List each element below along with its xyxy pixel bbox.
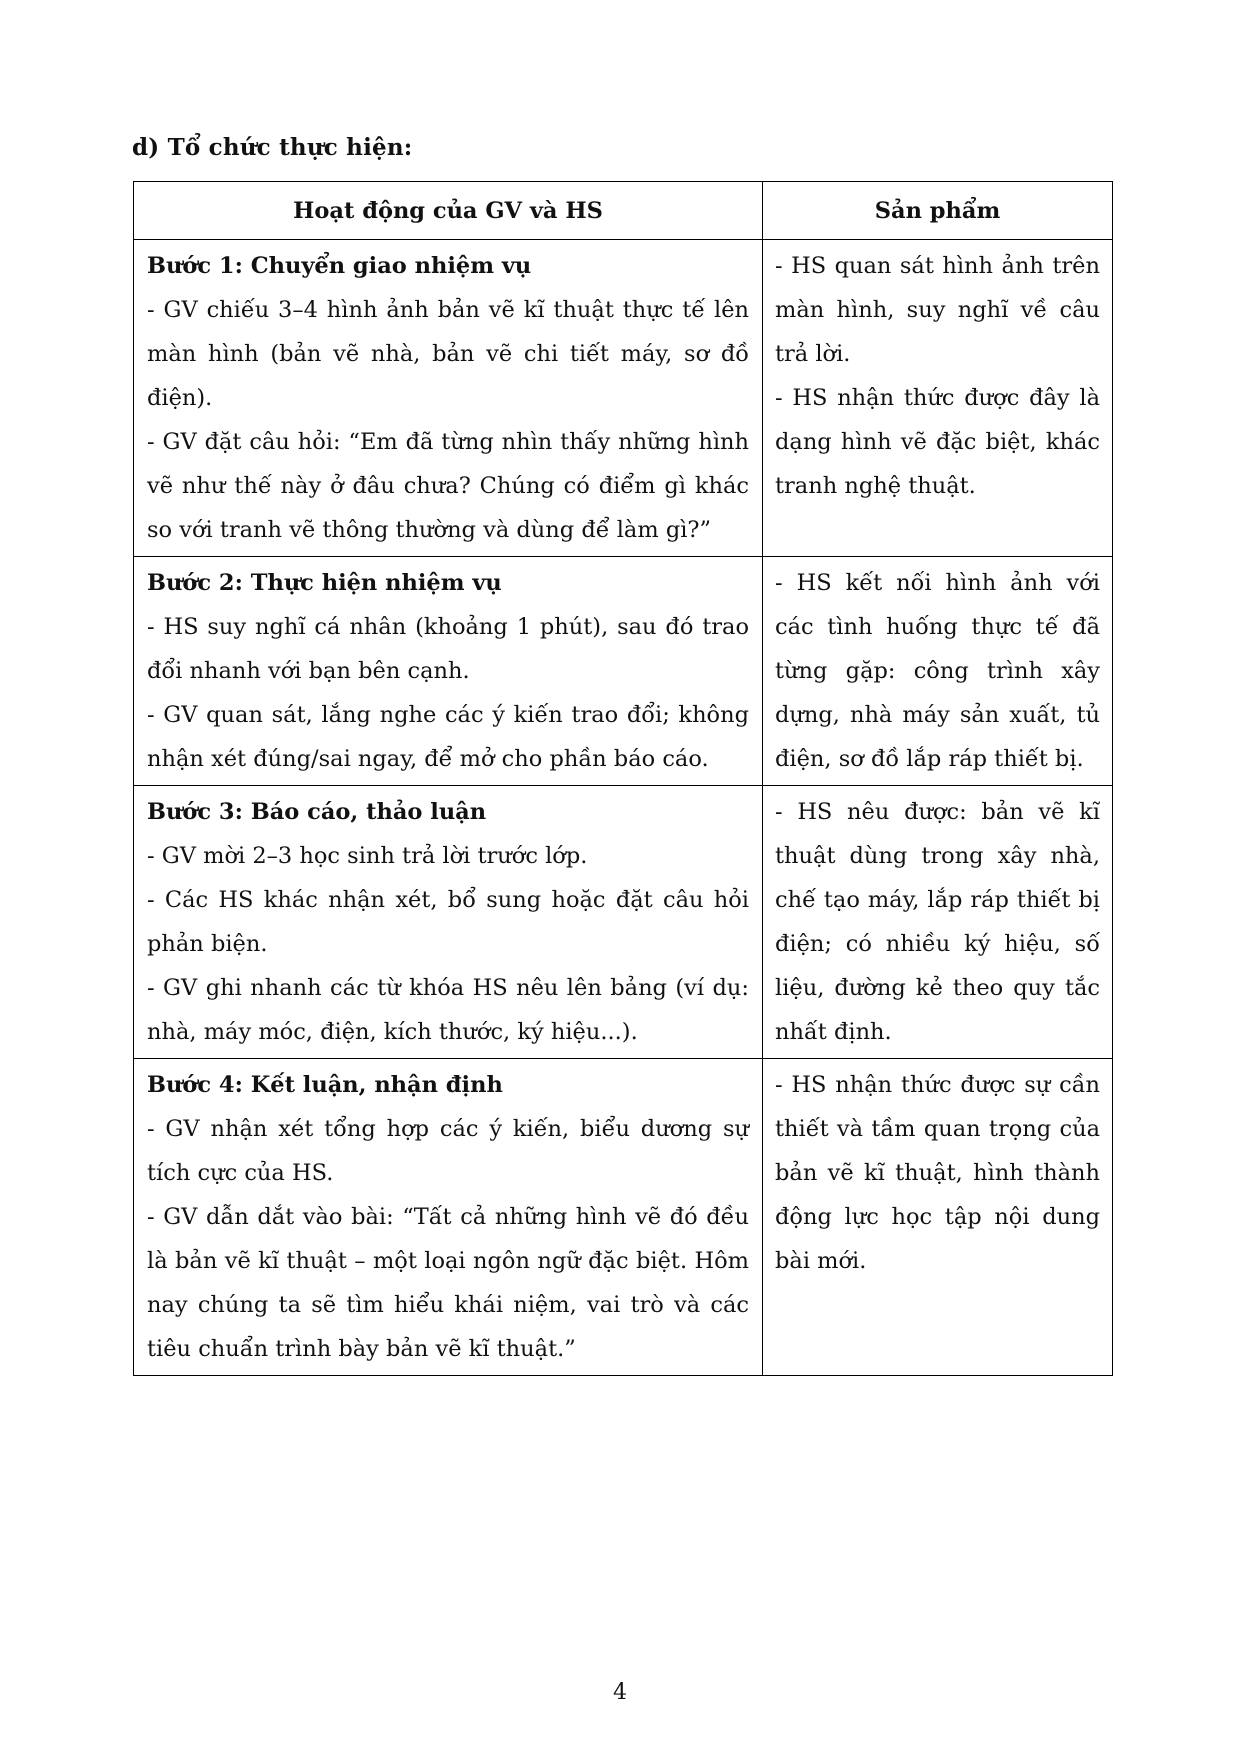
activity-line: - GV ghi nhanh các từ khóa HS nêu lên bảng (ví dụ: nhà, máy móc, điện, kích thước, ký hiệu...). xyxy=(147,975,749,1045)
section-heading: d) Tổ chức thực hiện: xyxy=(132,134,413,161)
step-title: Bước 4: Kết luận, nhận định xyxy=(147,1072,503,1098)
table-row xyxy=(134,240,1113,557)
table-row xyxy=(134,786,1113,1059)
activities-cell xyxy=(134,557,763,786)
activity-line: - Các HS khác nhận xét, bổ sung hoặc đặt câu hỏi phản biện. xyxy=(147,887,749,957)
product-line: - HS quan sát hình ảnh trên màn hình, suy nghĩ về câu trả lời. xyxy=(775,253,1100,367)
product-line: - HS nhận thức được sự cần thiết và tầm quan trọng của bản vẽ kĩ thuật, hình thành động lực học tập nội dung bài mới. xyxy=(775,1072,1100,1274)
activities-cell xyxy=(134,240,763,557)
activity-line: - GV đặt câu hỏi: “Em đã từng nhìn thấy những hình vẽ như thế này ở đâu chưa? Chúng có điểm gì khác so với tranh vẽ thông thường và dùng để làm gì?” xyxy=(147,429,749,543)
page-number: 4 xyxy=(613,1680,627,1705)
product-line: - HS kết nối hình ảnh với các tình huống thực tế đã từng gặp: công trình xây dựng, nhà máy sản xuất, tủ điện, sơ đồ lắp ráp thiết bị. xyxy=(775,570,1100,772)
table-row xyxy=(134,1059,1113,1376)
activities-cell xyxy=(134,786,763,1059)
activity-line: - GV dẫn dắt vào bài: “Tất cả những hình vẽ đó đều là bản vẽ kĩ thuật – một loại ngôn ngữ đặc biệt. Hôm nay chúng ta sẽ tìm hiểu khái niệm, vai trò và các tiêu chuẩn trình bày bản vẽ kĩ thuật.” xyxy=(147,1204,749,1362)
activity-line: - GV chiếu 3–4 hình ảnh bản vẽ kĩ thuật thực tế lên màn hình (bản vẽ nhà, bản vẽ chi tiết máy, sơ đồ điện). xyxy=(147,297,749,411)
products-cell xyxy=(763,240,1113,557)
activity-line: - GV nhận xét tổng hợp các ý kiến, biểu dương sự tích cực của HS. xyxy=(147,1116,749,1186)
table-header-row xyxy=(134,182,1113,240)
activity-line: - GV quan sát, lắng nghe các ý kiến trao đổi; không nhận xét đúng/sai ngay, để mở cho phần báo cáo. xyxy=(147,702,749,772)
header-activities: Hoạt động của GV và HS xyxy=(134,182,763,240)
product-line: - HS nhận thức được đây là dạng hình vẽ đặc biệt, khác tranh nghệ thuật. xyxy=(775,385,1100,499)
activities-cell xyxy=(134,1059,763,1376)
step-title: Bước 3: Báo cáo, thảo luận xyxy=(147,799,487,825)
step-title: Bước 1: Chuyển giao nhiệm vụ xyxy=(147,253,532,279)
activity-line: - HS suy nghĩ cá nhân (khoảng 1 phút), sau đó trao đổi nhanh với bạn bên cạnh. xyxy=(147,614,749,684)
step-title: Bước 2: Thực hiện nhiệm vụ xyxy=(147,570,502,596)
products-cell xyxy=(763,1059,1113,1376)
header-products: Sản phẩm xyxy=(763,182,1113,240)
products-cell xyxy=(763,786,1113,1059)
activity-table xyxy=(133,181,1113,1376)
activity-line: - GV mời 2–3 học sinh trả lời trước lớp. xyxy=(147,843,588,869)
product-line: - HS nêu được: bản vẽ kĩ thuật dùng trong xây nhà, chế tạo máy, lắp ráp thiết bị điện; có nhiều ký hiệu, số liệu, đường kẻ theo quy tắc nhất định. xyxy=(775,799,1100,1045)
table-row xyxy=(134,557,1113,786)
products-cell xyxy=(763,557,1113,786)
